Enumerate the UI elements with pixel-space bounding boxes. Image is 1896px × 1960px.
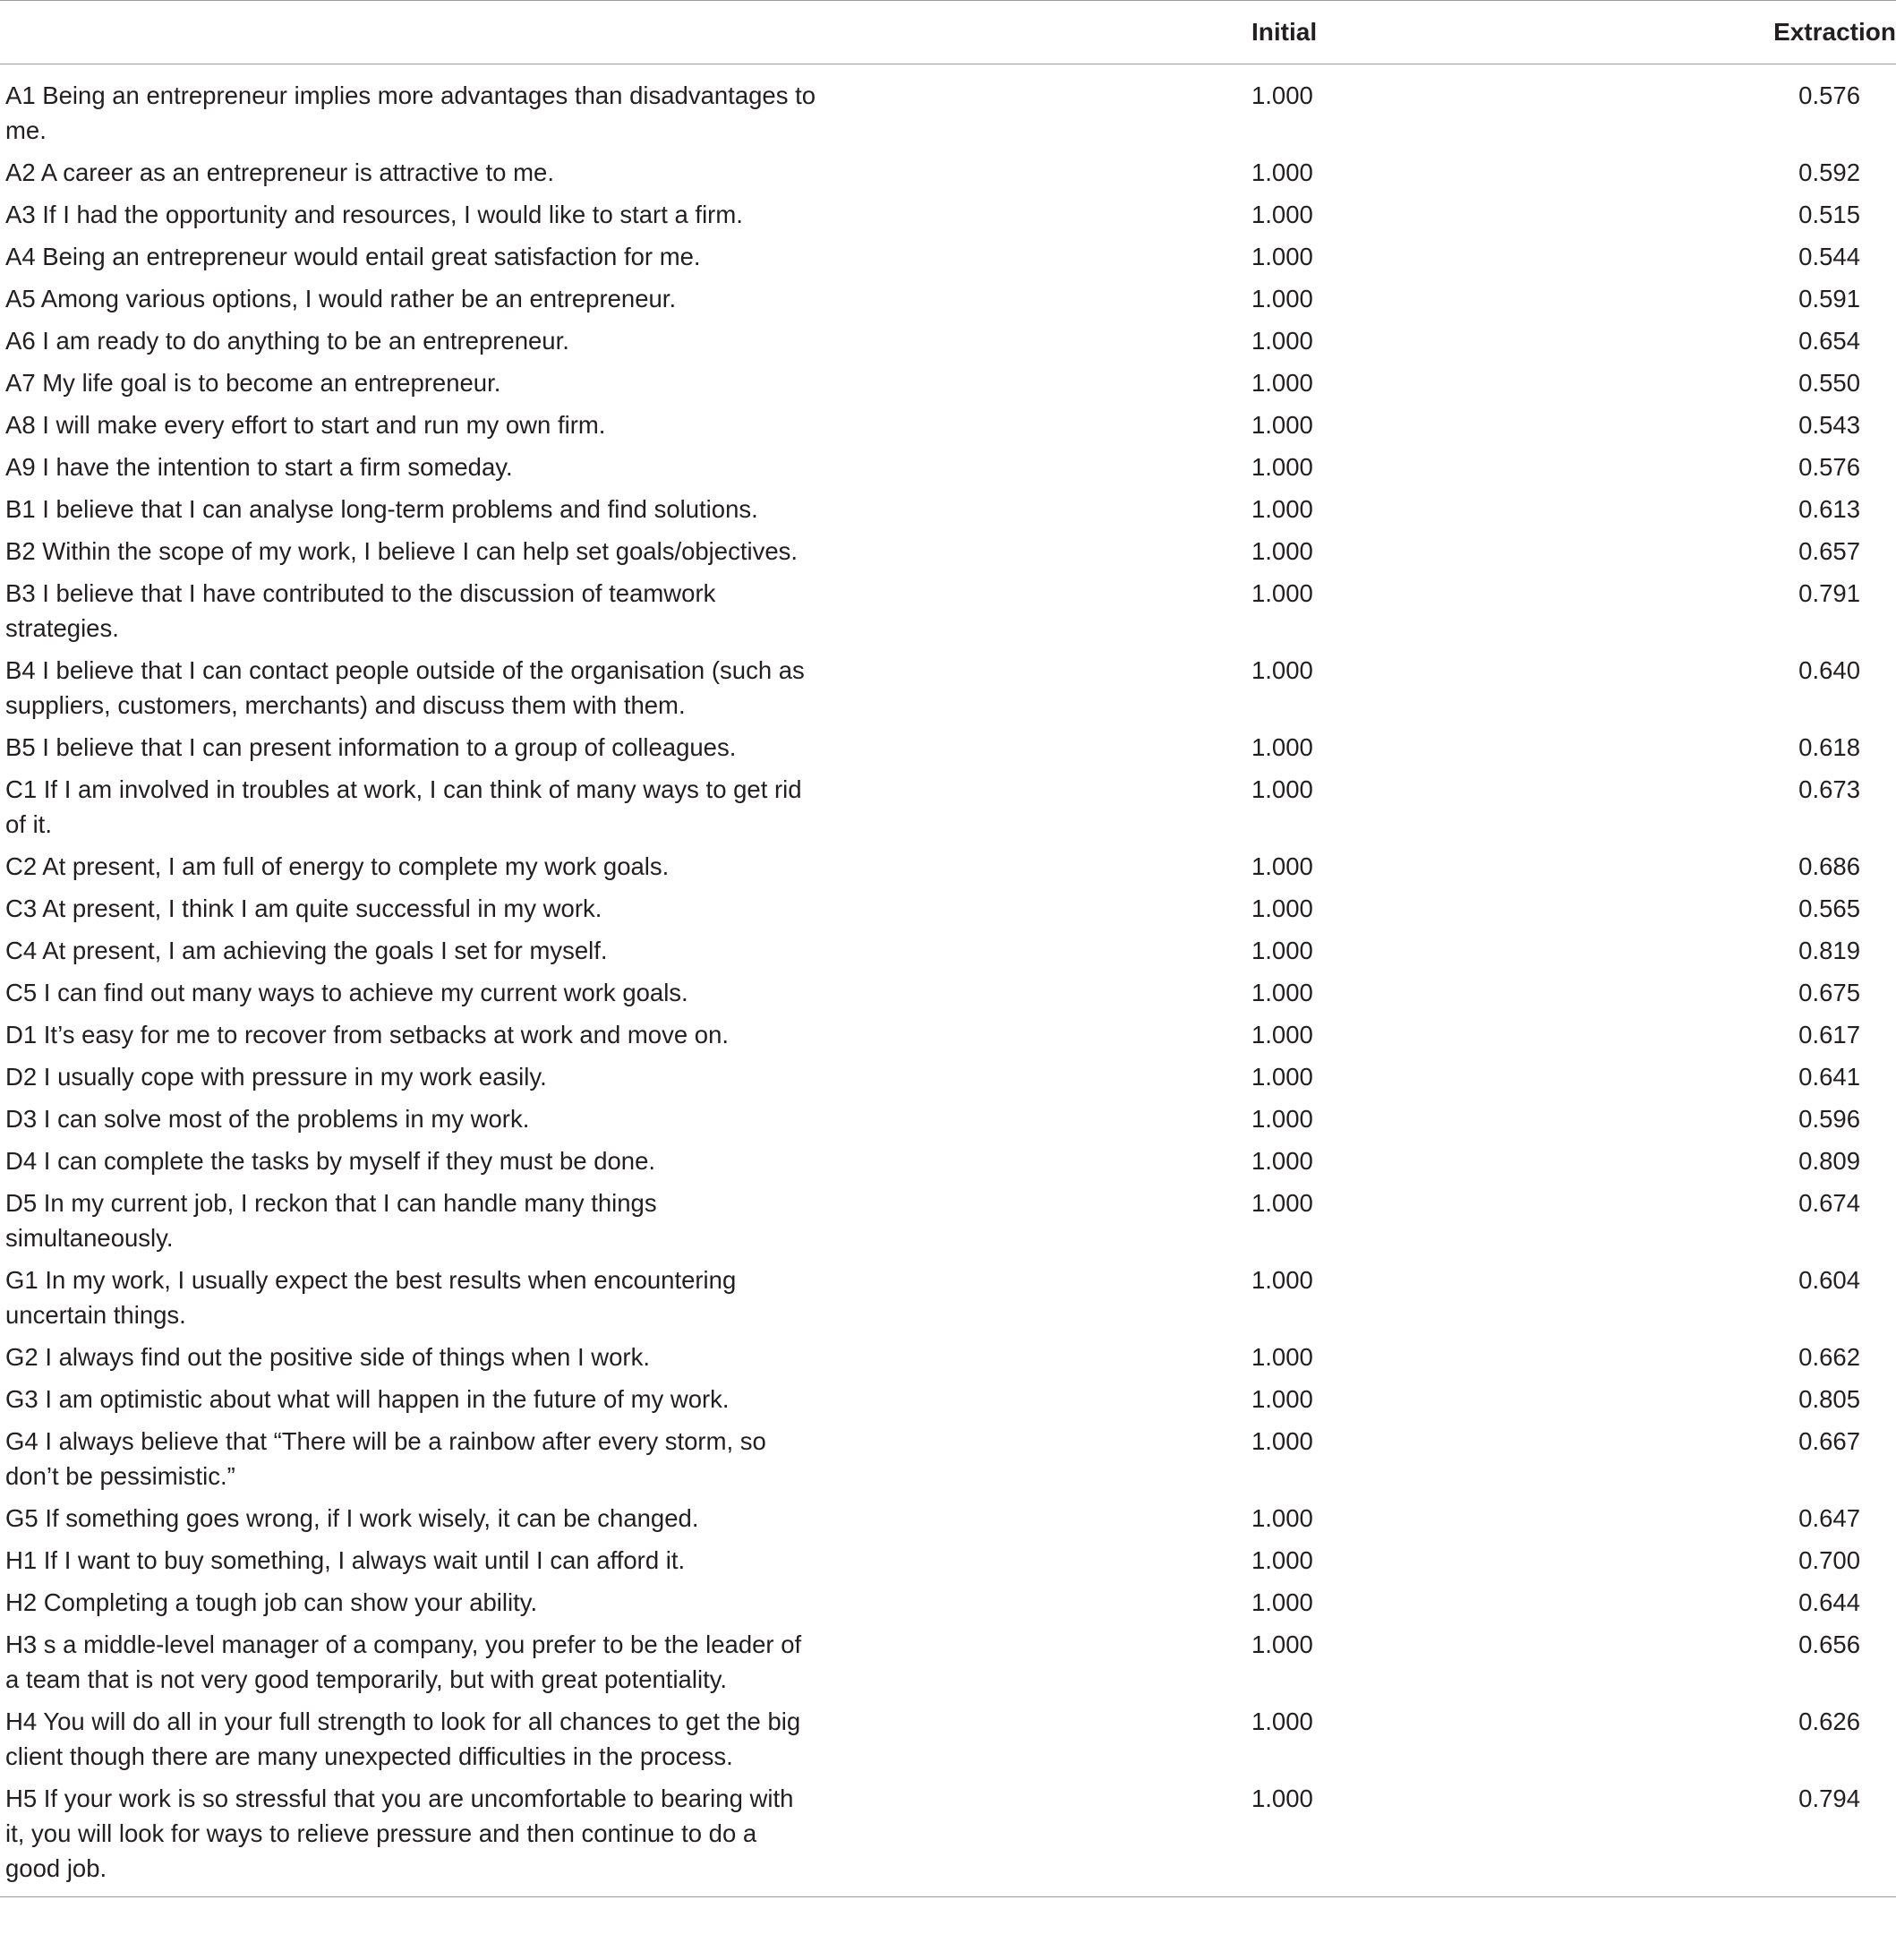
initial-value: 1.000 [1251, 1385, 1313, 1413]
initial-value: 1.000 [1251, 243, 1313, 270]
table-row [0, 1382, 1896, 1424]
table-row [0, 576, 1896, 653]
extraction-value: 0.791 [1798, 579, 1860, 607]
table-row [0, 849, 1896, 891]
item-text: C1 If I am involved in troubles at work, I can think of many ways to get rid of it. [5, 775, 802, 838]
table-row [0, 1101, 1896, 1143]
table-row [0, 365, 1896, 407]
extraction-value: 0.576 [1798, 81, 1860, 109]
extraction-value: 0.809 [1798, 1147, 1860, 1175]
table-row [0, 1143, 1896, 1185]
initial-value: 1.000 [1251, 1021, 1313, 1048]
table-header [0, 1, 1896, 64]
extraction-value: 0.657 [1798, 537, 1860, 565]
table-row [0, 64, 1896, 156]
header-initial: Initial [1251, 18, 1318, 46]
table-row [0, 197, 1896, 239]
item-text: D4 I can complete the tasks by myself if they must be done. [5, 1147, 656, 1175]
item-text: D3 I can solve most of the problems in my work. [5, 1105, 530, 1133]
table-row [0, 1262, 1896, 1339]
extraction-value: 0.641 [1798, 1063, 1860, 1091]
item-text: C3 At present, I think I am quite successful in my work. [5, 894, 602, 922]
extraction-value: 0.550 [1798, 369, 1860, 397]
initial-value: 1.000 [1251, 775, 1313, 803]
extraction-value: 0.805 [1798, 1385, 1860, 1413]
item-text: B1 I believe that I can analyse long-term problems and find solutions. [5, 495, 758, 523]
table-row [0, 1424, 1896, 1501]
extraction-value: 0.543 [1798, 411, 1860, 439]
table-row [0, 1059, 1896, 1101]
table-row [0, 239, 1896, 281]
item-text: H1 If I want to buy something, I always wait until I can afford it. [5, 1546, 686, 1574]
initial-value: 1.000 [1251, 495, 1313, 523]
initial-value: 1.000 [1251, 1189, 1313, 1217]
item-text: B3 I believe that I have contributed to the discussion of teamwork strategies. [5, 579, 716, 642]
extraction-value: 0.656 [1798, 1630, 1860, 1658]
item-text: C4 At present, I am achieving the goals I set for myself. [5, 937, 608, 964]
item-text: A8 I will make every effort to start and run my own firm. [5, 411, 606, 439]
initial-value: 1.000 [1251, 1546, 1313, 1574]
initial-value: 1.000 [1251, 411, 1313, 439]
extraction-value: 0.604 [1798, 1266, 1860, 1294]
initial-value: 1.000 [1251, 1504, 1313, 1532]
initial-value: 1.000 [1251, 1105, 1313, 1133]
item-text: C5 I can find out many ways to achieve my current work goals. [5, 979, 688, 1006]
initial-value: 1.000 [1251, 937, 1313, 964]
table-row [0, 730, 1896, 772]
extraction-value: 0.626 [1798, 1708, 1860, 1735]
extraction-value: 0.640 [1798, 656, 1860, 684]
initial-value: 1.000 [1251, 733, 1313, 761]
table-row [0, 975, 1896, 1017]
item-text: H4 You will do all in your full strength to look for all chances to get the big client though there are many unexpected difficulties in the process. [5, 1708, 801, 1770]
item-text: D1 It’s easy for me to recover from setbacks at work and move on. [5, 1021, 730, 1048]
table-row [0, 653, 1896, 730]
item-text: A3 If I had the opportunity and resources, I would like to start a firm. [5, 201, 743, 228]
extraction-value: 0.662 [1798, 1343, 1860, 1371]
item-text: A5 Among various options, I would rather be an entrepreneur. [5, 285, 677, 312]
header-row [0, 1, 1896, 64]
table-row [0, 155, 1896, 197]
extraction-value: 0.576 [1798, 453, 1860, 481]
table-row [0, 323, 1896, 365]
item-text: G1 In my work, I usually expect the best results when encountering uncertain things. [5, 1266, 737, 1329]
item-text: G4 I always believe that “There will be a rainbow after every storm, so don’t be pessimistic.” [5, 1427, 766, 1490]
table-row [0, 1339, 1896, 1382]
extraction-value: 0.654 [1798, 327, 1860, 355]
extraction-value: 0.675 [1798, 979, 1860, 1006]
extraction-value: 0.592 [1798, 158, 1860, 186]
item-text: G2 I always find out the positive side of things when I work. [5, 1343, 650, 1371]
extraction-value: 0.618 [1798, 733, 1860, 761]
extraction-value: 0.591 [1798, 285, 1860, 312]
item-text: H5 If your work is so stressful that you are uncomfortable to bearing with it, you will look for ways to relieve pressure and then continue to do a good job. [5, 1785, 794, 1882]
initial-value: 1.000 [1251, 158, 1313, 186]
item-text: D2 I usually cope with pressure in my work easily. [5, 1063, 547, 1091]
item-text: A7 My life goal is to become an entrepreneur. [5, 369, 501, 397]
initial-value: 1.000 [1251, 327, 1313, 355]
table-row [0, 933, 1896, 975]
item-text: G5 If something goes wrong, if I work wisely, it can be changed. [5, 1504, 699, 1532]
table-body [0, 64, 1896, 1897]
initial-value: 1.000 [1251, 656, 1313, 684]
extraction-value: 0.667 [1798, 1427, 1860, 1455]
initial-value: 1.000 [1251, 81, 1313, 109]
header-extraction: Extraction [1773, 18, 1896, 46]
item-text: G3 I am optimistic about what will happen in the future of my work. [5, 1385, 730, 1413]
initial-value: 1.000 [1251, 1427, 1313, 1455]
header-item [0, 1, 824, 64]
table-row [0, 1781, 1896, 1897]
initial-value: 1.000 [1251, 1147, 1313, 1175]
extraction-value: 0.596 [1798, 1105, 1860, 1133]
initial-value: 1.000 [1251, 285, 1313, 312]
item-text: B2 Within the scope of my work, I believe I can help set goals/objectives. [5, 537, 799, 565]
table-row [0, 1585, 1896, 1627]
table-row [0, 449, 1896, 492]
extraction-value: 0.613 [1798, 495, 1860, 523]
table-row [0, 534, 1896, 576]
table-row [0, 1704, 1896, 1781]
item-text: A6 I am ready to do anything to be an entrepreneur. [5, 327, 569, 355]
item-text: B4 I believe that I can contact people outside of the organisation (such as suppliers, customers, merchants) and discuss them with them. [5, 656, 805, 719]
table-row [0, 891, 1896, 933]
extraction-value: 0.544 [1798, 243, 1860, 270]
initial-value: 1.000 [1251, 1708, 1313, 1735]
extraction-value: 0.644 [1798, 1588, 1860, 1616]
extraction-value: 0.565 [1798, 894, 1860, 922]
initial-value: 1.000 [1251, 537, 1313, 565]
table-row [0, 492, 1896, 534]
extraction-value: 0.819 [1798, 937, 1860, 964]
extraction-value: 0.794 [1798, 1785, 1860, 1812]
item-text: A1 Being an entrepreneur implies more advantages than disadvantages to me. [5, 81, 816, 144]
extraction-value: 0.617 [1798, 1021, 1860, 1048]
initial-value: 1.000 [1251, 369, 1313, 397]
table-row [0, 407, 1896, 449]
initial-value: 1.000 [1251, 1266, 1313, 1294]
table-row [0, 1543, 1896, 1585]
initial-value: 1.000 [1251, 852, 1313, 880]
item-text: A4 Being an entrepreneur would entail great satisfaction for me. [5, 243, 701, 270]
initial-value: 1.000 [1251, 1630, 1313, 1658]
extraction-value: 0.515 [1798, 201, 1860, 228]
extraction-value: 0.686 [1798, 852, 1860, 880]
extraction-value: 0.647 [1798, 1504, 1860, 1532]
item-text: C2 At present, I am full of energy to complete my work goals. [5, 852, 670, 880]
table-row [0, 1501, 1896, 1543]
item-text: A2 A career as an entrepreneur is attractive to me. [5, 158, 554, 186]
initial-value: 1.000 [1251, 894, 1313, 922]
table-row [0, 772, 1896, 849]
initial-value: 1.000 [1251, 979, 1313, 1006]
initial-value: 1.000 [1251, 201, 1313, 228]
initial-value: 1.000 [1251, 453, 1313, 481]
item-text: D5 In my current job, I reckon that I can handle many things simultaneously. [5, 1189, 657, 1252]
item-text: A9 I have the intention to start a firm someday. [5, 453, 513, 481]
initial-value: 1.000 [1251, 579, 1313, 607]
initial-value: 1.000 [1251, 1588, 1313, 1616]
extraction-value: 0.700 [1798, 1546, 1860, 1574]
item-text: H3 s a middle-level manager of a company, you prefer to be the leader of a team that is not very good temporarily, but with great potentiality. [5, 1630, 802, 1693]
item-text: H2 Completing a tough job can show your ability. [5, 1588, 538, 1616]
extraction-value: 0.673 [1798, 775, 1860, 803]
table-row [0, 1017, 1896, 1059]
initial-value: 1.000 [1251, 1785, 1313, 1812]
table-row [0, 1185, 1896, 1262]
initial-value: 1.000 [1251, 1343, 1313, 1371]
item-text: B5 I believe that I can present information to a group of colleagues. [5, 733, 737, 761]
extraction-value: 0.674 [1798, 1189, 1860, 1217]
initial-value: 1.000 [1251, 1063, 1313, 1091]
table-row [0, 1627, 1896, 1704]
table-row [0, 281, 1896, 323]
